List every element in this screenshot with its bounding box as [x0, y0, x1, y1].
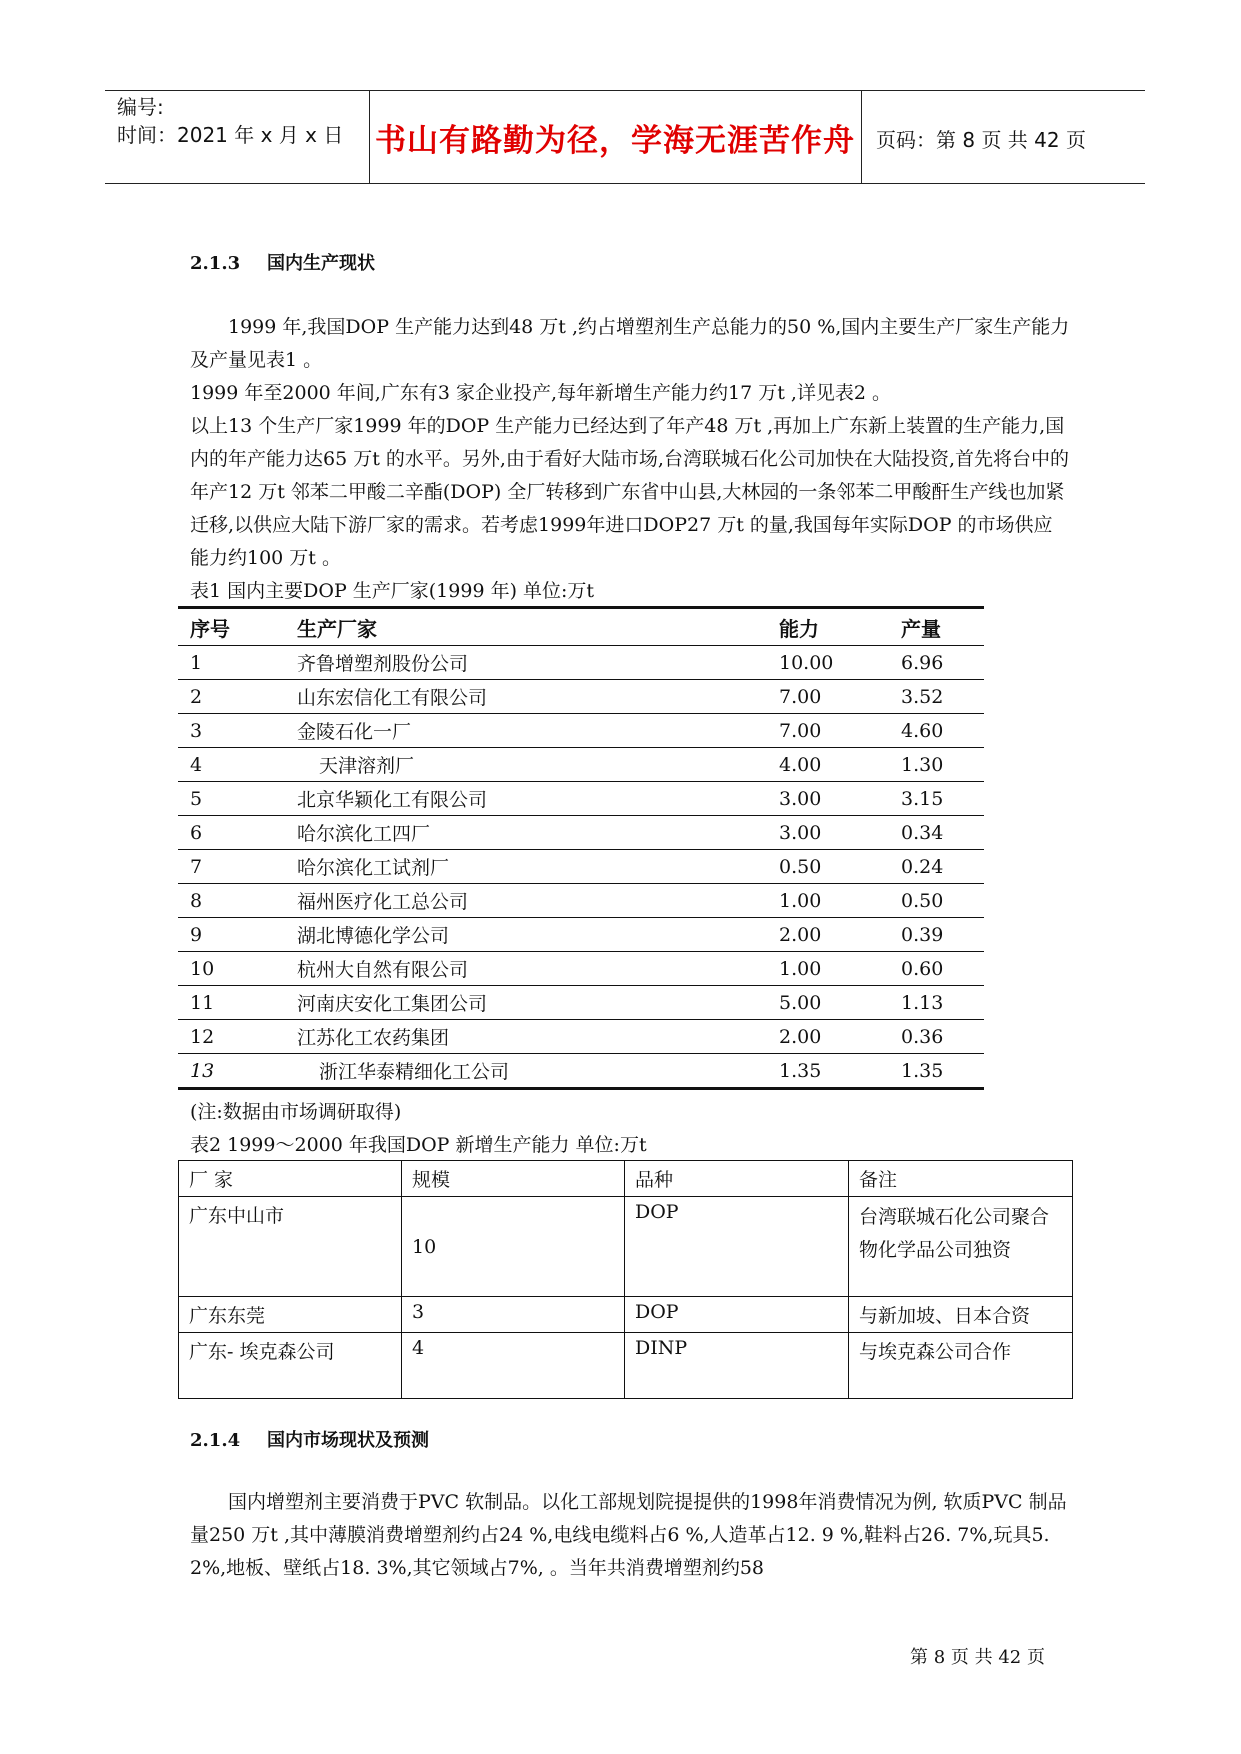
table-row — [178, 850, 984, 884]
table-row — [178, 782, 984, 816]
cell: 哈尔滨化工四厂 — [297, 823, 431, 845]
table-row — [178, 816, 984, 850]
cell: 9 — [190, 923, 203, 946]
cell: 4 — [190, 753, 203, 776]
paragraph: 以上13 个生产厂家1999 年的DOP 生产能力已经达到了年产48 万t ,再加上广东新上装置的生产能力,国内的年产能力达65 万t 的水平。另外,由于看好大陆市场,台湾联城石化公司加快在大陆投资,首先将台中的年产12 万t 邻苯二甲酸二辛酯(DOP) 全厂转移到广东省中山县,大林园的一条邻苯二甲酸酐生产线也加紧迁移,以供应大陆下游厂家的需求。若考虑1999年进口DOP27 万t 的量,我国每年实际DOP 的市场供应能力约100 万t 。 — [190, 415, 1070, 569]
table1 — [178, 606, 984, 1090]
cell: 0.34 — [901, 821, 944, 844]
col-header: 生产厂家 — [297, 616, 377, 641]
cell: 广东- 埃克森公司 — [179, 1333, 402, 1399]
col-header: 厂 家 — [179, 1161, 402, 1197]
table-header-row — [178, 608, 984, 646]
cell: 7.00 — [779, 719, 822, 742]
cell: 0.36 — [901, 1025, 944, 1048]
cell: 7.00 — [779, 685, 822, 708]
section-heading-2-1-3 — [190, 249, 375, 275]
table1-note: (注:数据由市场调研取得) — [190, 1101, 402, 1123]
table-row — [178, 1054, 984, 1089]
table-row — [178, 714, 984, 748]
cell: 与埃克森公司合作 — [849, 1333, 1073, 1399]
col-header: 品种 — [625, 1161, 849, 1197]
cell: 2.00 — [779, 1025, 822, 1048]
table-header-row — [179, 1161, 1073, 1197]
cell: 4 — [402, 1333, 625, 1399]
cell: 金陵石化一厂 — [297, 721, 412, 743]
section-heading-2-1-4 — [190, 1426, 429, 1452]
cell: 5 — [190, 787, 203, 810]
cell: 1.30 — [901, 753, 944, 776]
section-number: 2.1.3 — [190, 253, 241, 274]
col-header: 产量 — [901, 616, 941, 641]
paragraph: 国内增塑剂主要消费于PVC 软制品。以化工部规划院提提供的1998年消费情况为例, 软质PVC 制品量250 万t ,其中薄膜消费增塑剂约占24 %,电线电缆料占6 %,人造革占12. 9 %,鞋料占26. 7%,玩具5. 2%,地板、壁纸占18. 3%,其它领域占7%, 。当年共消费增塑剂约58 — [190, 1491, 1067, 1579]
cell: 13 — [190, 1059, 215, 1082]
table2-caption: 表2 1999～2000 年我国DOP 新增生产能力 单位:万t — [190, 1134, 647, 1156]
table-row — [178, 986, 984, 1020]
cell: 山东宏信化工有限公司 — [297, 687, 488, 709]
cell: 1.00 — [779, 957, 822, 980]
header-motto: 书山有路勤为径，学海无涯苦作舟 — [375, 123, 855, 159]
doc-time-label: 时间：2021 年 x 月 x 日 — [117, 123, 344, 147]
cell: 1.35 — [779, 1059, 822, 1082]
table1-caption: 表1 国内主要DOP 生产厂家(1999 年) 单位:万t — [190, 580, 595, 602]
table-row — [179, 1333, 1073, 1399]
cell: 齐鲁增塑剂股份公司 — [297, 653, 469, 675]
cell: 6 — [190, 821, 203, 844]
col-header: 备注 — [849, 1161, 1073, 1197]
cell: 10.00 — [779, 651, 834, 674]
table-row — [179, 1297, 1073, 1333]
cell: 6.96 — [901, 651, 944, 674]
header-bottom-rule — [105, 183, 1145, 184]
cell: 10 — [190, 957, 215, 980]
cell: 天津溶剂厂 — [319, 755, 415, 777]
table-row — [178, 952, 984, 986]
cell: 0.24 — [901, 855, 944, 878]
cell: 2 — [190, 685, 203, 708]
cell: 北京华颖化工有限公司 — [297, 789, 488, 811]
col-header: 规模 — [402, 1161, 625, 1197]
cell: 台湾联城石化公司聚合物化学品公司独资 — [849, 1197, 1073, 1297]
table-row — [178, 918, 984, 952]
cell: 福州医疗化工总公司 — [297, 891, 469, 913]
cell: 0.50 — [901, 889, 944, 912]
cell: 3 — [402, 1297, 625, 1333]
cell: 7 — [190, 855, 203, 878]
cell: 0.39 — [901, 923, 944, 946]
col-header: 能力 — [779, 616, 819, 641]
cell: 4.00 — [779, 753, 822, 776]
cell: 浙江华泰精细化工公司 — [319, 1061, 510, 1083]
col-header: 序号 — [190, 616, 230, 641]
cell: 3.00 — [779, 821, 822, 844]
cell: 0.60 — [901, 957, 944, 980]
cell: DOP — [625, 1297, 849, 1333]
cell: 3.00 — [779, 787, 822, 810]
section-title: 国内市场现状及预测 — [267, 1430, 429, 1451]
section-number: 2.1.4 — [190, 1430, 241, 1451]
header-divider-right — [861, 90, 862, 184]
section-body — [190, 311, 1070, 575]
cell: 1.13 — [901, 991, 944, 1014]
cell: 杭州大自然有限公司 — [297, 959, 469, 981]
section-body — [190, 1486, 1070, 1585]
cell: 江苏化工农药集团 — [297, 1027, 450, 1049]
header-meta — [117, 93, 343, 149]
cell: DOP — [625, 1197, 849, 1297]
header-top-rule — [105, 90, 1145, 91]
cell: 3.52 — [901, 685, 944, 708]
cell: 4.60 — [901, 719, 944, 742]
section-title: 国内生产现状 — [267, 253, 375, 274]
cell: 0.50 — [779, 855, 822, 878]
cell: 河南庆安化工集团公司 — [297, 993, 488, 1015]
paragraph: 1999 年至2000 年间,广东有3 家企业投产,每年新增生产能力约17 万t ,详见表2 。 — [190, 382, 892, 404]
footer-page-label: 第 8 页 共 42 页 — [910, 1647, 1045, 1668]
cell: 2.00 — [779, 923, 822, 946]
cell: 11 — [190, 991, 215, 1014]
cell: 广东东莞 — [179, 1297, 402, 1333]
cell: 12 — [190, 1025, 215, 1048]
cell: 1 — [190, 651, 203, 674]
cell: 与新加坡、日本合资 — [849, 1297, 1073, 1333]
doc-number-label: 编号: — [117, 95, 164, 119]
cell: 8 — [190, 889, 203, 912]
cell: DINP — [625, 1333, 849, 1399]
table-row — [178, 646, 984, 680]
table-row — [178, 680, 984, 714]
cell: 湖北博德化学公司 — [297, 925, 450, 947]
paragraph: 1999 年,我国DOP 生产能力达到48 万t ,约占增塑剂生产总能力的50 %,国内主要生产厂家生产能力及产量见表1 。 — [190, 316, 1070, 371]
cell: 1.35 — [901, 1059, 944, 1082]
table-row — [178, 884, 984, 918]
table-row — [178, 748, 984, 782]
cell: 1.00 — [779, 889, 822, 912]
cell: 哈尔滨化工试剂厂 — [297, 857, 450, 879]
table-row — [178, 1020, 984, 1054]
cell: 10 — [402, 1197, 625, 1297]
table2 — [178, 1160, 1073, 1399]
cell: 3 — [190, 719, 203, 742]
cell: 5.00 — [779, 991, 822, 1014]
table-row — [179, 1197, 1073, 1297]
cell: 3.15 — [901, 787, 944, 810]
cell: 广东中山市 — [179, 1197, 402, 1297]
header-page-label: 页码：第 8 页 共 42 页 — [876, 128, 1086, 152]
